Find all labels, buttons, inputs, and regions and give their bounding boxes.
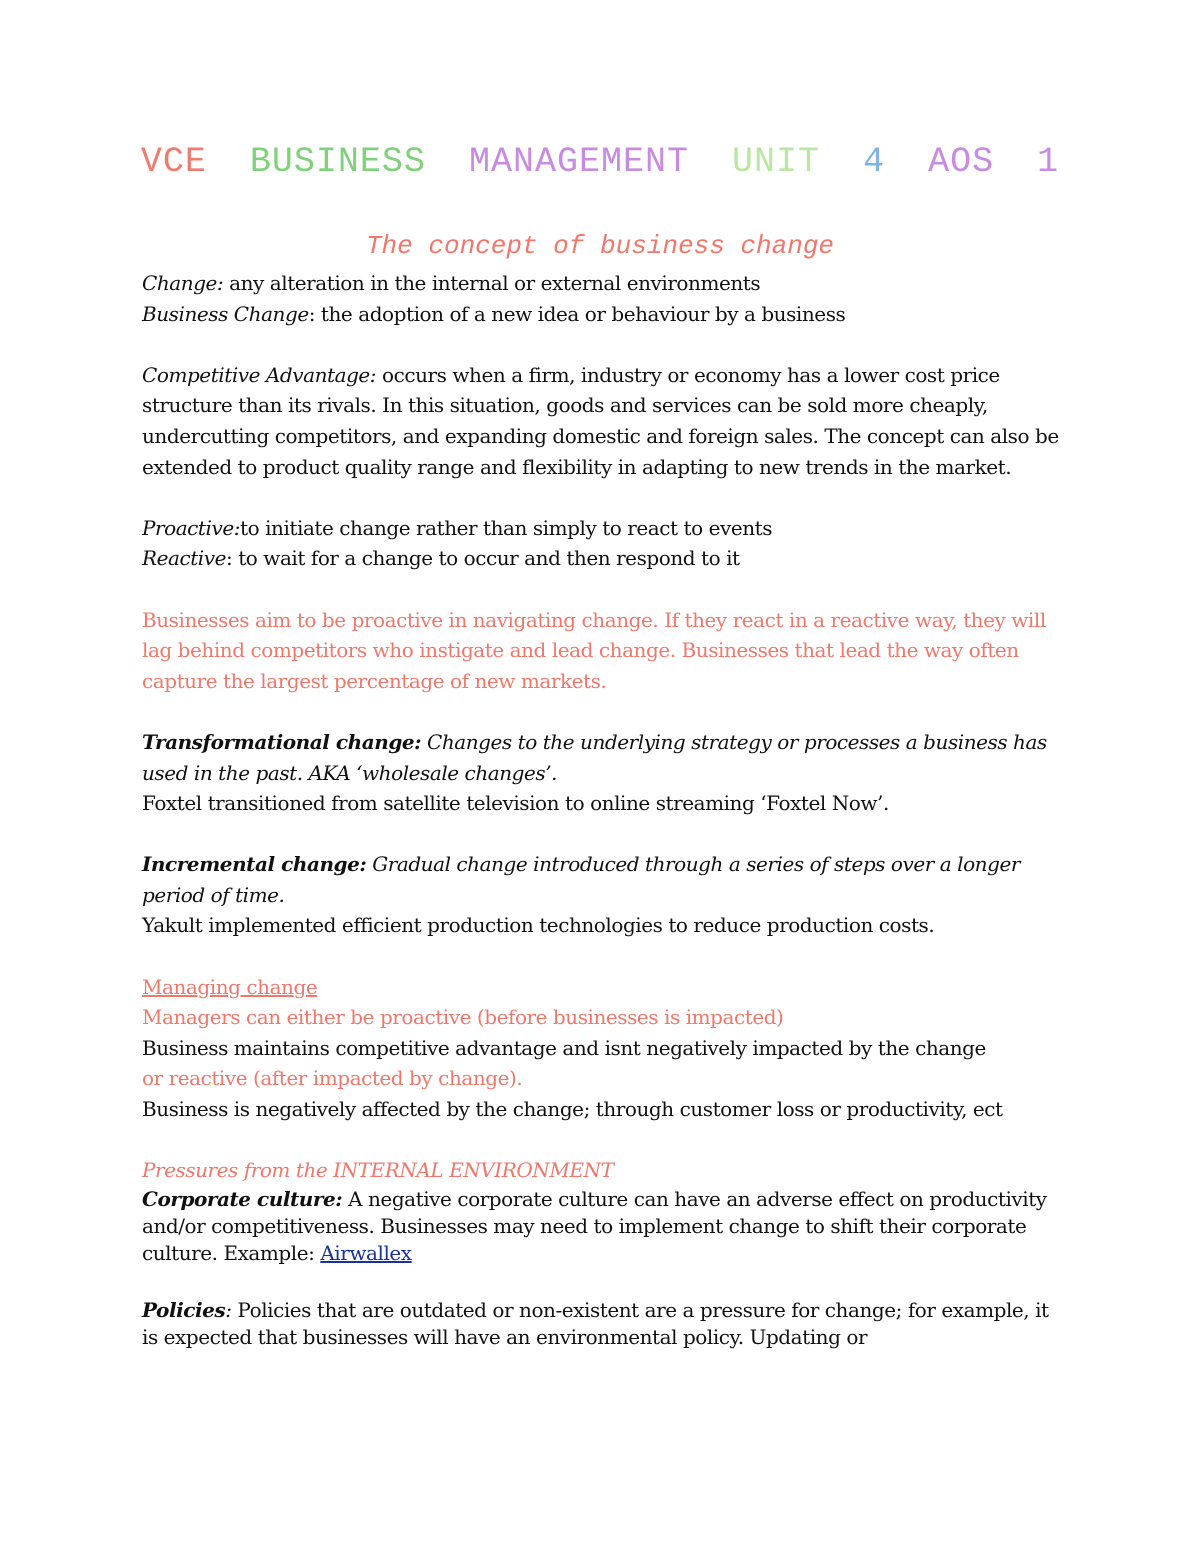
policies-colon: : xyxy=(225,1298,232,1323)
def-reactive: : to wait for a change to occur and then respond to it xyxy=(226,546,740,571)
transformational-example: Foxtel transitioned from satellite television to online streaming ‘Foxtel Now’. xyxy=(142,791,889,816)
incremental-definition xyxy=(142,849,1062,910)
term-incremental: Incremental change: xyxy=(142,852,367,877)
title-word: 1 xyxy=(1037,142,1060,182)
transformational-definition xyxy=(142,727,1062,788)
term-reactive: Reactive xyxy=(142,546,226,571)
airwallex-link[interactable]: Airwallex xyxy=(320,1240,412,1265)
managing-reactive-line: or reactive (after impacted by change). xyxy=(142,1066,523,1091)
term-policies: Policies xyxy=(142,1298,226,1323)
definition-change xyxy=(142,268,1062,299)
term-corporate-culture: Corporate culture: xyxy=(142,1186,343,1211)
def-transformational: Changes to the underlying strategy or processes a business has used in the past. AKA ‘wholesale changes’. xyxy=(142,729,1047,785)
corporate-culture-paragraph xyxy=(142,1186,1062,1267)
definition-competitive-advantage xyxy=(142,360,1062,482)
title-word: UNIT xyxy=(732,142,821,182)
term-change: Change: xyxy=(142,271,224,295)
managing-proactive-result: Business maintains competitive advantage and isnt negatively impacted by the change xyxy=(142,1035,986,1060)
term-transformational: Transformational change: xyxy=(142,729,422,754)
def-corporate-culture: A negative corporate culture can have an adverse effect on productivity and/or competitiveness. Businesses may need to implement change to shift their corporate culture. Example: xyxy=(142,1186,1047,1265)
title-word: AOS xyxy=(928,142,995,182)
callout-paragraph: Businesses aim to be proactive in navigating change. If they react in a reactive way, they will lag behind competitors who instigate and lead change. Businesses that lead the way often capture the largest percentage of new markets. xyxy=(142,607,1046,693)
incremental-example: Yakult implemented efficient production technologies to reduce production costs. xyxy=(142,913,935,938)
def-change: any alteration in the internal or external environments xyxy=(223,271,761,295)
title-word: BUSINESS xyxy=(249,142,426,182)
def-business-change: : the adoption of a new idea or behaviour by a business xyxy=(308,301,846,326)
document-title xyxy=(0,142,1200,182)
managing-proactive-line: Managers can either be proactive (before businesses is impacted) xyxy=(142,1005,784,1030)
section-subtitle: The concept of business change xyxy=(365,231,835,261)
term-competitive-advantage: Competitive Advantage: xyxy=(142,362,377,387)
def-policies: Policies that are outdated or non-existent are a pressure for change; for example, it is expected that businesses will have an environmental policy. Updating or xyxy=(142,1298,1049,1350)
policies-paragraph xyxy=(142,1297,1062,1351)
term-business-change: Business Change xyxy=(142,301,309,326)
definition-reactive xyxy=(142,543,1062,574)
term-proactive: Proactive: xyxy=(142,515,240,540)
definition-proactive xyxy=(142,513,1062,544)
def-incremental: Gradual change introduced through a series of steps over a longer period of time. xyxy=(142,852,1020,907)
def-competitive-advantage: occurs when a firm, industry or economy has a lower cost price structure than its rivals. In this situation, goods and services can be sold more cheaply, undercutting competitors, and expanding domestic and foreign sales. The concept can also be extended to product quality range and flexibility in adapting to new trends in the market. xyxy=(142,362,1059,479)
managing-reactive-result: Business is negatively affected by the change; through customer loss or productivity, ect xyxy=(142,1097,1003,1122)
title-word: MANAGEMENT xyxy=(468,142,689,182)
managing-change-heading: Managing change xyxy=(142,974,318,999)
title-word: VCE xyxy=(140,142,207,182)
title-word: 4 xyxy=(863,142,886,182)
definition-business-change xyxy=(142,299,1062,330)
def-proactive: to initiate change rather than simply to react to events xyxy=(240,515,773,540)
document-body xyxy=(142,268,1062,1351)
internal-environment-heading: Pressures from the INTERNAL ENVIRONMENT xyxy=(142,1158,614,1183)
